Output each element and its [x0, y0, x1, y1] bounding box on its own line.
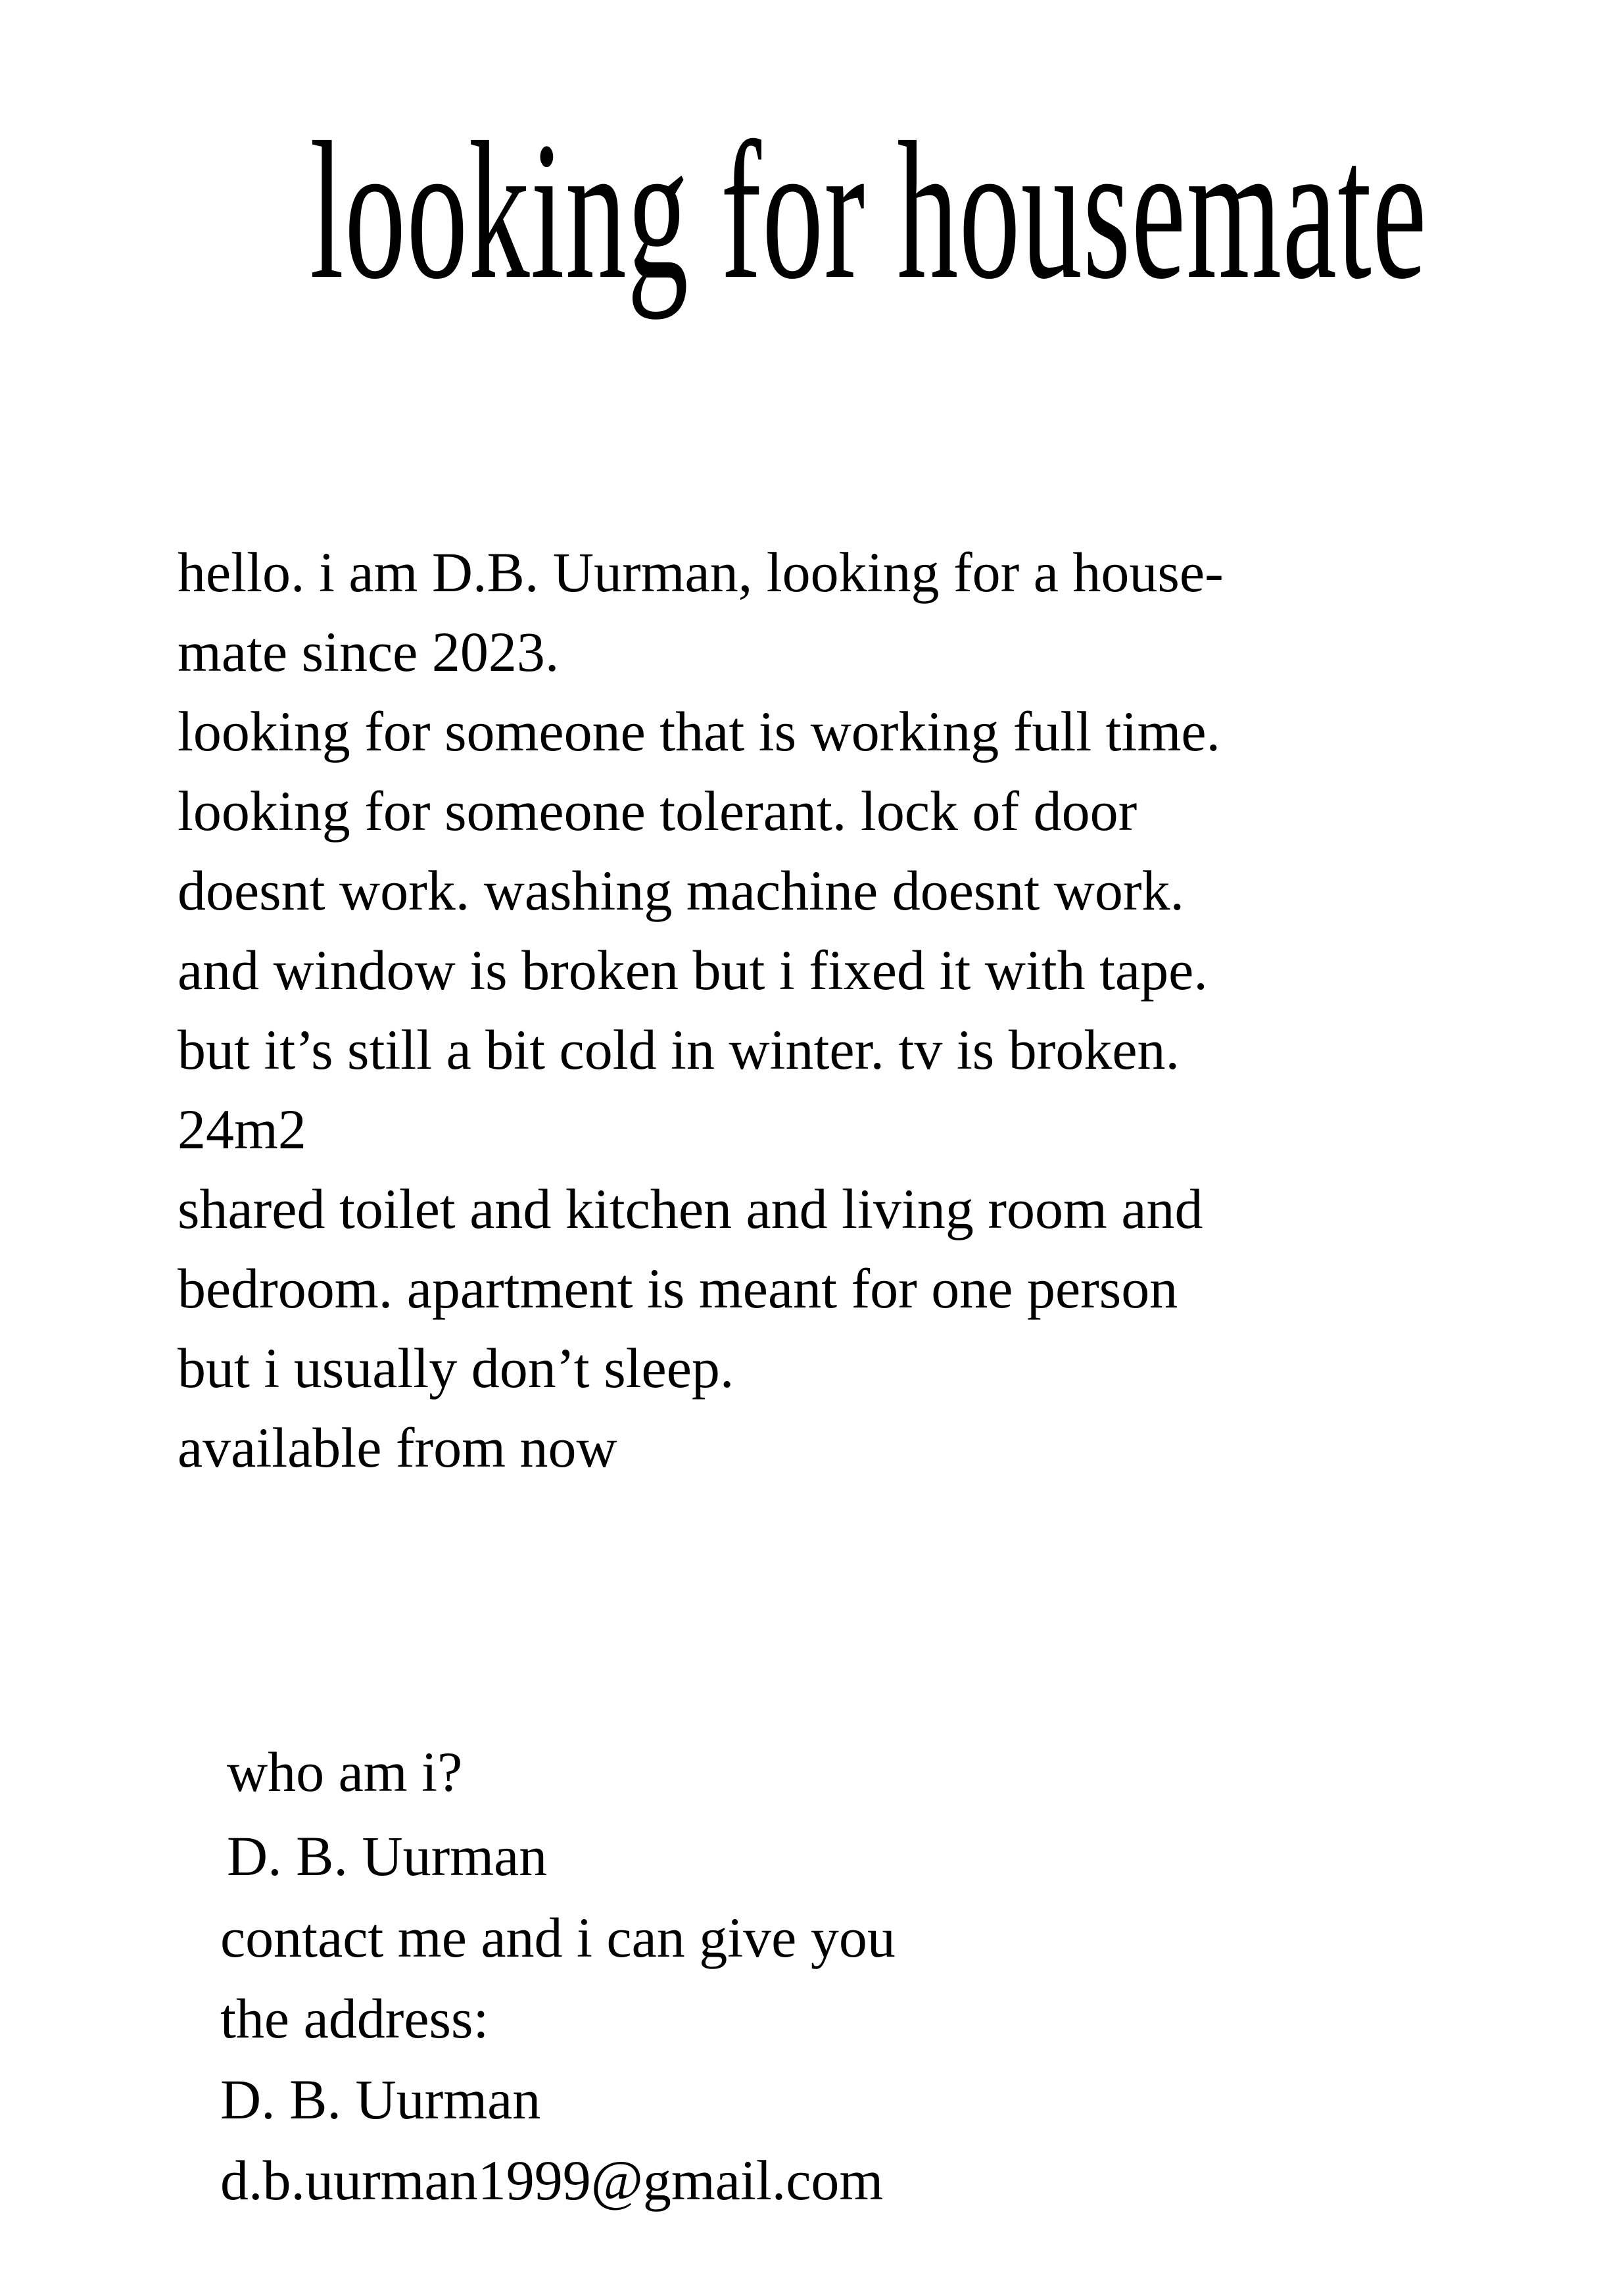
body-line: mate since 2023.	[178, 620, 560, 683]
body-line: bedroom. apartment is meant for one person	[178, 1257, 1178, 1320]
body-line: looking for someone tolerant. lock of door	[178, 779, 1138, 843]
body-line: shared toilet and kitchen and living room and	[178, 1177, 1203, 1240]
contact-section	[220, 1897, 896, 2221]
page-title: looking for housemate	[310, 101, 1427, 320]
body-line: but it’s still a bit cold in winter. tv is broken.	[178, 1018, 1180, 1081]
body-line: but i usually don’t sleep.	[178, 1336, 734, 1400]
contact-email: d.b.uurman1999@gmail.com	[220, 2149, 884, 2212]
contact-line: the address:	[220, 1987, 489, 2050]
who-question: who am i?	[227, 1740, 463, 1803]
body-line: looking for someone that is working full time.	[178, 700, 1221, 763]
who-section	[227, 1730, 547, 1898]
listing-description	[178, 533, 1427, 1488]
body-line: 24m2	[178, 1098, 306, 1161]
who-name: D. B. Uurman	[227, 1824, 548, 1888]
body-line: and window is broken but i fixed it with tape.	[178, 939, 1208, 1002]
contact-line: contact me and i can give you	[220, 1906, 896, 1969]
body-line: hello. i am D.B. Uurman, looking for a house-	[178, 541, 1224, 604]
contact-name: D. B. Uurman	[220, 2068, 541, 2131]
body-line: doesnt work. washing machine doesnt work.	[178, 859, 1184, 922]
body-line: available from now	[178, 1416, 617, 1479]
